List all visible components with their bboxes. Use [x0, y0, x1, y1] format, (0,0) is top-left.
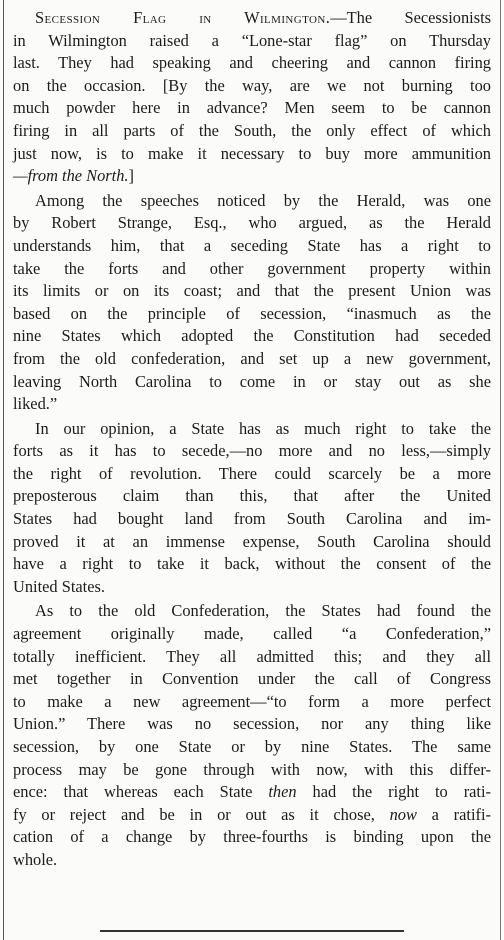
text-line: [13, 713, 491, 736]
text-run: totally inefficient. They all admitted this; and they all: [13, 646, 491, 666]
article-paragraph: [13, 600, 491, 871]
text-run: —from the North.: [13, 166, 129, 186]
text-run: United States.: [13, 576, 105, 596]
text-run: secession, by one State or by nine States. The same: [13, 737, 491, 756]
text-run: In our opinion, a State has as much right to take the: [35, 418, 491, 438]
text-run: States had bought land from South Carolina and im-: [13, 509, 491, 529]
text-line: [13, 485, 491, 508]
article-heading: Secession Flag in Wilmington.: [35, 8, 331, 27]
text-line: [13, 30, 491, 53]
text-run: As to the old Confederation, the States had found the: [35, 601, 491, 621]
text-line: [13, 143, 491, 166]
text-run: had the right to rati-: [296, 782, 491, 802]
text-run: Among the speeches noticed by the Herald, was one: [35, 190, 491, 210]
text-run: take the forts and other government property within: [13, 258, 491, 278]
text-run: process may be gone through with now, with this differ-: [13, 759, 491, 779]
text-run: Union.” There was no secession, nor any thing like: [13, 714, 491, 734]
text-run: last. They had speaking and cheering and cannon firing: [13, 53, 491, 73]
text-line: [13, 97, 491, 120]
text-line: [13, 508, 491, 531]
text-run: ]: [128, 166, 134, 186]
text-line: [13, 165, 491, 188]
text-run: preposterous claim than this, that after the United: [13, 486, 491, 506]
text-run: forts as it has to secede,—no more and no less,—simply: [13, 441, 491, 461]
text-line: [13, 348, 491, 371]
article-paragraph: [13, 418, 491, 599]
text-line: [13, 235, 491, 258]
article-paragraph: [13, 7, 491, 188]
text-run: met together in Convention under the call of Congress: [13, 669, 491, 689]
text-run: fy or reject and be in or out as it chose,: [13, 804, 390, 824]
text-line: [13, 258, 491, 281]
text-run: leaving North Carolina to come in or stay out as she: [13, 371, 491, 391]
text-run: to make a new agreement—“to form a more perfect: [13, 691, 491, 711]
text-run: —The Secessionists: [330, 8, 492, 27]
text-line: [13, 668, 491, 691]
text-run: a ratifi-: [416, 804, 491, 824]
text-line: [13, 371, 491, 394]
text-line: [13, 736, 491, 759]
text-line: [13, 759, 491, 782]
text-run: from the old confederation, and set up a new government,: [13, 348, 491, 368]
article-end-rule: [100, 930, 404, 932]
text-run: now: [389, 804, 417, 824]
text-run: by Robert Strange, Esq., who argued, as the Herald: [13, 213, 491, 233]
text-run: whole.: [13, 849, 58, 869]
column-rule-left: [3, 0, 4, 940]
text-run: understands him, that a seceding State has a right to: [13, 235, 491, 255]
text-line: [13, 212, 491, 235]
text-run: cation of a change by three-fourths is binding upon the: [13, 827, 491, 847]
text-line: [13, 576, 491, 599]
text-line: [13, 303, 491, 326]
text-run: based on the principle of secession, “inasmuch as the: [13, 303, 491, 323]
text-line: [13, 623, 491, 646]
text-line: [13, 804, 491, 827]
text-run: firing in all parts of the South, the only effect of which: [13, 120, 491, 140]
text-line: [13, 646, 491, 669]
text-run: proved it at an immense expense, South Carolina should: [13, 531, 491, 551]
text-line: [13, 600, 491, 623]
text-line: [13, 440, 491, 463]
text-line: [13, 826, 491, 849]
text-run: the right of revolution. There could scarcely be a more: [13, 463, 491, 483]
column-rule-right: [500, 0, 501, 940]
text-line: [13, 190, 491, 213]
text-line: [13, 120, 491, 143]
text-run: its limits or on its coast; and that the present Union was: [13, 281, 491, 301]
text-line: [13, 52, 491, 75]
text-run: in Wilmington raised a “Lone-star flag” on Thursday: [13, 30, 491, 50]
article-paragraph: [13, 190, 491, 416]
text-run: liked.”: [13, 394, 58, 414]
text-run: then: [268, 782, 297, 802]
text-run: agreement originally made, called “a Confederation,”: [13, 624, 491, 644]
text-line: [13, 75, 491, 98]
text-line: [13, 418, 491, 441]
text-run: on the occasion. [By the way, are we not burning too: [13, 75, 491, 95]
text-line: [13, 553, 491, 576]
text-line: [13, 393, 491, 416]
text-run: just now, is to make it necessary to buy more ammunition: [13, 143, 491, 163]
text-run: have a right to take it back, without the consent of the: [13, 554, 491, 574]
text-line: [13, 325, 491, 348]
text-line: [13, 781, 491, 804]
text-line: [13, 531, 491, 554]
text-run: nine States which adopted the Constitution had seceded: [13, 326, 491, 346]
text-run: ence: that whereas each State: [13, 782, 269, 802]
text-line: [13, 463, 491, 486]
text-run: much powder here in advance? Men seem to be cannon: [13, 98, 491, 118]
text-line: [13, 280, 491, 303]
text-line: [13, 849, 491, 872]
text-line: [13, 691, 491, 714]
article-body: [13, 7, 491, 874]
text-line: [13, 7, 491, 30]
